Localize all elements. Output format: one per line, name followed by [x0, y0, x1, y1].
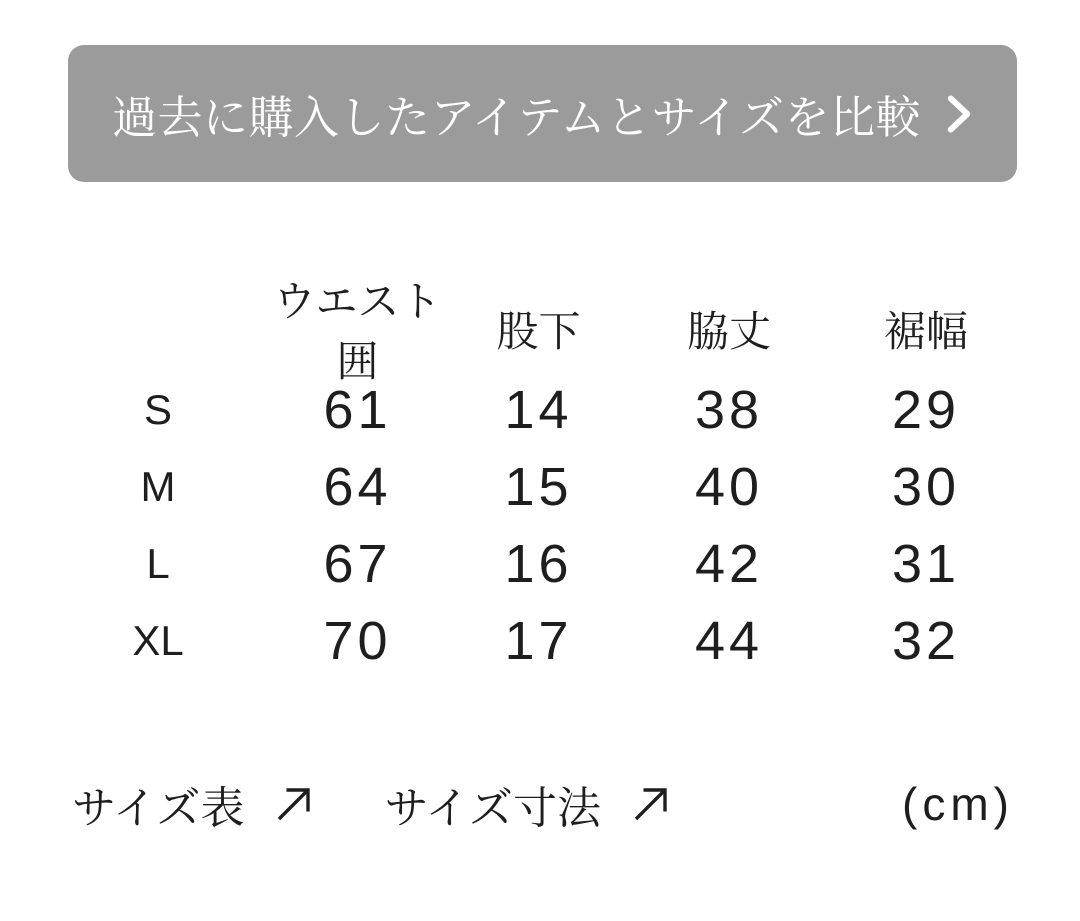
header-inseam: 股下 [496, 308, 581, 355]
hem-width-value: 31 [891, 533, 961, 594]
table-row-m [58, 448, 1014, 525]
header-waist: ウエスト囲 [273, 278, 442, 385]
side-length-value: 38 [694, 379, 764, 440]
size-table-header-row [58, 269, 1014, 385]
header-side-length: 脇丈 [686, 308, 771, 355]
chevron-right-icon [945, 92, 973, 136]
size-chart-link-label: サイズ表 [72, 784, 245, 833]
size-label: S [143, 385, 172, 433]
arrow-up-right-icon [274, 784, 314, 824]
size-label: M [140, 462, 176, 510]
table-row-l [58, 525, 1014, 602]
waist-value: 70 [323, 610, 392, 671]
size-table [58, 269, 1014, 679]
hem-width-value: 29 [891, 379, 961, 440]
size-label: L [146, 539, 170, 587]
table-row-s [58, 371, 1014, 448]
table-row-xl [58, 602, 1014, 679]
size-label: XL [132, 616, 184, 664]
side-length-value: 40 [694, 456, 764, 517]
inseam-value: 14 [504, 379, 573, 440]
inseam-value: 15 [504, 456, 573, 517]
waist-value: 61 [323, 379, 392, 440]
size-chart-link[interactable] [72, 772, 314, 836]
footer-links-row [72, 778, 1014, 833]
inseam-value: 17 [504, 610, 573, 671]
compare-past-purchases-button[interactable] [68, 45, 1017, 182]
inseam-value: 16 [504, 533, 573, 594]
waist-value: 64 [323, 456, 392, 517]
hem-width-value: 30 [891, 456, 961, 517]
unit-label: (cm) [902, 778, 1014, 830]
side-length-value: 44 [694, 610, 764, 671]
waist-value: 67 [323, 533, 392, 594]
size-measurements-link[interactable] [384, 772, 670, 836]
compare-past-purchases-label: 過去に購入したアイテムとサイズを比較 [111, 92, 922, 143]
size-measurements-link-label: サイズ寸法 [384, 784, 601, 833]
hem-width-value: 32 [891, 610, 961, 671]
arrow-up-right-icon [631, 784, 671, 824]
header-hem-width: 裾幅 [883, 308, 968, 355]
side-length-value: 42 [694, 533, 764, 594]
